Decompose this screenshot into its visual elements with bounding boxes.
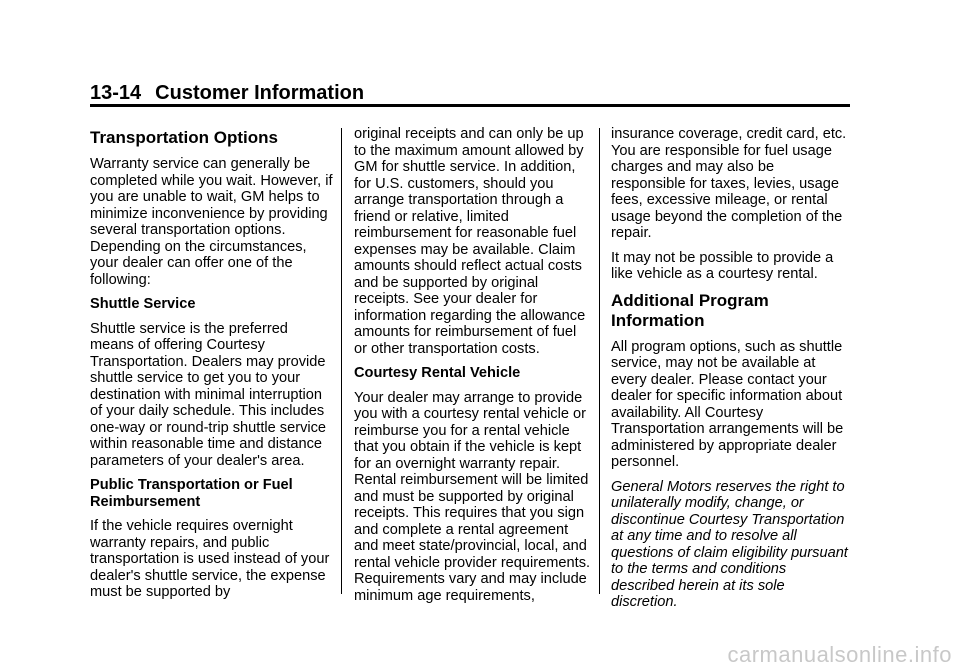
column-2 (354, 126, 592, 612)
section-title: Customer Information (155, 82, 365, 104)
additional-program-heading: Additional Program Information (611, 290, 769, 330)
intro-paragraph: Warranty service can generally be completed while you wait. However, if you are unable to wait, GM helps to minimize inconvenience by providing several transportation options. Depending on the circumstances, your dealer can offer one of the following: (90, 156, 333, 288)
public-transportation-paragraph: If the vehicle requires overnight warranty repairs, and public transportation is used instead of your dealer's shuttle service, the expense must be supported by (90, 518, 330, 600)
shuttle-service-paragraph: Shuttle service is the preferred means of offering Courtesy Transportation. Dealers may provide shuttle service to get you to your destination with minimal interruption of your daily schedule. This includes one-way or round-trip shuttle service within reasonable time and distance parameters of your dealer's area. (90, 320, 327, 469)
courtesy-rental-paragraph: Your dealer may arrange to provide you with a courtesy rental vehicle or reimburse you for a rental vehicle that you obtain if the vehicle is kept for an overnight warranty repair. Rental reimbursement will be limited and must be supported by original receipts. This requires that you sign and complete a rental agreement and meet state/provincial, local, and rental vehicle provider requirements. Requirements vary and may include minimum age requirements, (354, 389, 591, 604)
column-3 (611, 126, 851, 619)
like-vehicle-paragraph: It may not be possible to provide a like vehicle as a courtesy rental. (611, 249, 834, 282)
column-divider-2 (599, 128, 600, 594)
page-number: 13-14 (90, 82, 142, 104)
transportation-options-heading: Transportation Options (90, 128, 278, 147)
watermark-text: carmanualsonline.info (727, 642, 952, 667)
page-title (90, 80, 850, 106)
public-transportation-heading: Public Transportation or Fuel Reimbursement (90, 477, 293, 510)
column-1 (90, 126, 334, 609)
page-header (90, 80, 850, 106)
header-rule (90, 104, 850, 107)
public-transportation-continued: original receipts and can only be up to the maximum amount allowed by GM for shuttle service. In addition, for U.S. customers, should you arrange transportation through a friend or relative, limited reimbursement for reasonable fuel expenses may be available. Claim amounts should reflect actual costs and be supported by original receipts. See your dealer for information regarding the allowance amounts for reimbursement of fuel or other transportation costs. (354, 126, 586, 357)
courtesy-rental-heading: Courtesy Rental Vehicle (354, 365, 521, 381)
reserves-rights-paragraph: General Motors reserves the right to unilaterally modify, change, or discontinue Courtesy Transportation at any time and to resolve all questions of claim eligibility pursuant to the terms and conditions described herein at its sole discretion. (611, 478, 848, 610)
courtesy-rental-continued: insurance coverage, credit card, etc. You are responsible for fuel usage charges and may also be responsible for taxes, levies, usage fees, excessive mileage, or rental usage beyond the completion of the repair. (611, 126, 847, 241)
column-divider-1 (341, 128, 342, 594)
shuttle-service-heading: Shuttle Service (90, 296, 196, 312)
additional-program-paragraph: All program options, such as shuttle service, may not be available at every dealer. Please contact your dealer for specific information about availability. All Courtesy Transportation arrangements will be administered by appropriate dealer personnel. (611, 338, 844, 470)
